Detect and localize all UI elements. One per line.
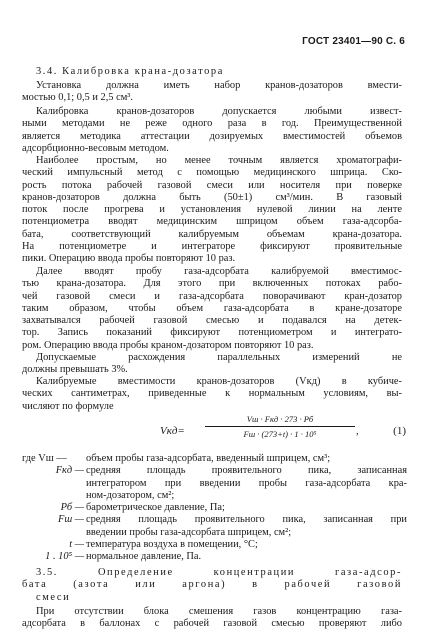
section-3-4-title	[22, 66, 402, 78]
formula-number: (1)	[393, 425, 406, 437]
legend-text: нормальное давление, Па.	[86, 551, 202, 563]
text-line: Наиболее простым, но менее точным является хроматографи-	[36, 155, 402, 166]
formula-tail: ,	[356, 425, 359, 437]
formula-fraction	[205, 413, 355, 440]
page-header: ГОСТ 23401—90 С. 6	[302, 36, 405, 47]
legend-row	[22, 527, 407, 539]
text-line: Далее вводят пробу газа-адсорбата калибруемой вместимос-	[36, 266, 402, 277]
text-line: При отсутствии блока смешения газов концентрацию газа-	[36, 606, 402, 617]
text-line: ческих сантиметрах, приведенные к нормальным условиям, вы-	[22, 388, 402, 400]
paragraph-3	[22, 155, 402, 266]
legend-text: ном-дозатором, см²;	[86, 489, 175, 501]
formula-denominator: Fш · (273+t) · 1 · 10⁵	[243, 429, 317, 439]
text-line: чей газовой смеси и газа-адсорбата поворачивают кран-дозатор	[22, 290, 402, 302]
legend-symbol: Fкд —	[55, 465, 84, 477]
section-title-line: 3.4. Калибровка крана-дозатора	[36, 66, 224, 77]
text-line: рость потока рабочей газовой смеси или носителя при поверке	[22, 179, 402, 191]
legend-row	[22, 514, 407, 526]
legend-row	[22, 551, 407, 563]
legend-row	[22, 502, 407, 514]
legend-text: средняя площадь проявительного пика, записанная	[86, 465, 407, 477]
text-line: пики. Операцию ввода пробы повторяют 10 раз.	[22, 253, 236, 265]
text-line: ческий импульсный метод с помощью медицинского шприца. Ско-	[22, 167, 402, 179]
text-line: бата, соответствующий калибруемым объемам крана-дозатора.	[22, 228, 402, 240]
legend-row	[22, 478, 407, 490]
legend-row	[22, 539, 407, 551]
legend-row	[22, 453, 407, 465]
text-line: является методика аттестации дозируемых вместимостей объемов	[22, 130, 402, 142]
text-line: адсорбционно-весовым методом.	[22, 142, 169, 154]
text-line: должны превышать 3%.	[22, 364, 128, 376]
section-title-line: 3.5. Определение концентрации газа-адсор-	[36, 567, 402, 578]
legend-symbol: где Vш —	[22, 453, 67, 464]
formula-1	[160, 413, 410, 453]
text-line: ными методами не реже одного раза в год. Преимущественной	[22, 118, 402, 130]
text-line: Установка должна иметь набор кранов-дозаторов вмести-	[36, 80, 402, 91]
formula-lhs: Vкд=	[160, 425, 185, 437]
legend-text: средняя площадь проявительного пика, записанная при	[86, 514, 407, 526]
legend-symbol: 1 . 10⁵ —	[45, 551, 84, 563]
legend-text: температура воздуха в помещении, °С;	[86, 539, 258, 551]
legend-symbol: Fш —	[57, 514, 84, 526]
text-line: тор. Запись показаний фиксируют потенциометром и интеграто-	[22, 327, 402, 339]
paragraph-5	[22, 352, 402, 377]
paragraph-2	[22, 106, 402, 155]
text-line: числяют по формуле	[22, 400, 114, 412]
paragraph-7	[22, 606, 402, 631]
legend-text: объем пробы газа-адсорбата, введенный шприцем, см³;	[86, 453, 331, 464]
legend-symbol: Pб —	[60, 502, 84, 514]
legend-text: введении пробы газа-адсорбата шприцем, см²;	[86, 526, 292, 538]
legend-row	[22, 490, 407, 502]
text-line: мостью 0,1; 0,5 и 2,5 см³.	[22, 92, 133, 104]
text-line: Калибруемые вместимости кранов-дозаторов (Vкд) в кубиче-	[36, 376, 402, 387]
text-line: кранов-дозаторов должна быть (50±1) см³/мин. В газовый	[22, 191, 402, 203]
paragraph-1	[22, 80, 402, 105]
text-line: Калибровка кранов-дозаторов допускается любыми извест-	[36, 106, 402, 117]
text-line: На потенциометре и интеграторе фиксируют проявительные	[22, 241, 402, 253]
paragraph-6	[22, 376, 402, 413]
section-title-line: бата (азота или аргона) в рабочей газовой	[22, 579, 402, 591]
legend-row	[22, 465, 407, 477]
formula-numerator: Vш · Fкд · 273 · Pб	[246, 414, 314, 424]
formula-legend	[22, 453, 407, 564]
text-line: потенциометра вводят медицинским шприцом объем газа-адсорба-	[22, 216, 402, 228]
section-title-line: смеси	[36, 591, 71, 603]
paragraph-4	[22, 266, 402, 352]
section-3-5-title	[22, 567, 402, 604]
legend-text: барометрическое давление, Па;	[86, 502, 225, 514]
text-line: тью крана-дозатора. Для этого при включенных потоках рабо-	[22, 278, 402, 290]
text-line: таким образом, чтобы объем газа-адсорбата в кране-дозаторе	[22, 302, 402, 314]
text-line: адсорбата в баллонах с рабочей газовой смесью проверяют либо	[22, 618, 402, 630]
text-line: захватывался рабочей газовой смесью и подавался на детек-	[22, 315, 402, 327]
text-line: Допускаемые расхождения параллельных измерений не	[36, 352, 402, 363]
text-line: ром. Операцию ввода пробы краном-дозатором повторяют 10 раз.	[22, 339, 314, 351]
legend-symbol: t —	[69, 539, 84, 551]
fraction-bar	[205, 426, 355, 427]
text-line: поток после прогрева и установления нулевой линии на ленте	[22, 204, 402, 216]
legend-text: интегратором при введении пробы газа-адсорбата кра-	[86, 477, 407, 489]
